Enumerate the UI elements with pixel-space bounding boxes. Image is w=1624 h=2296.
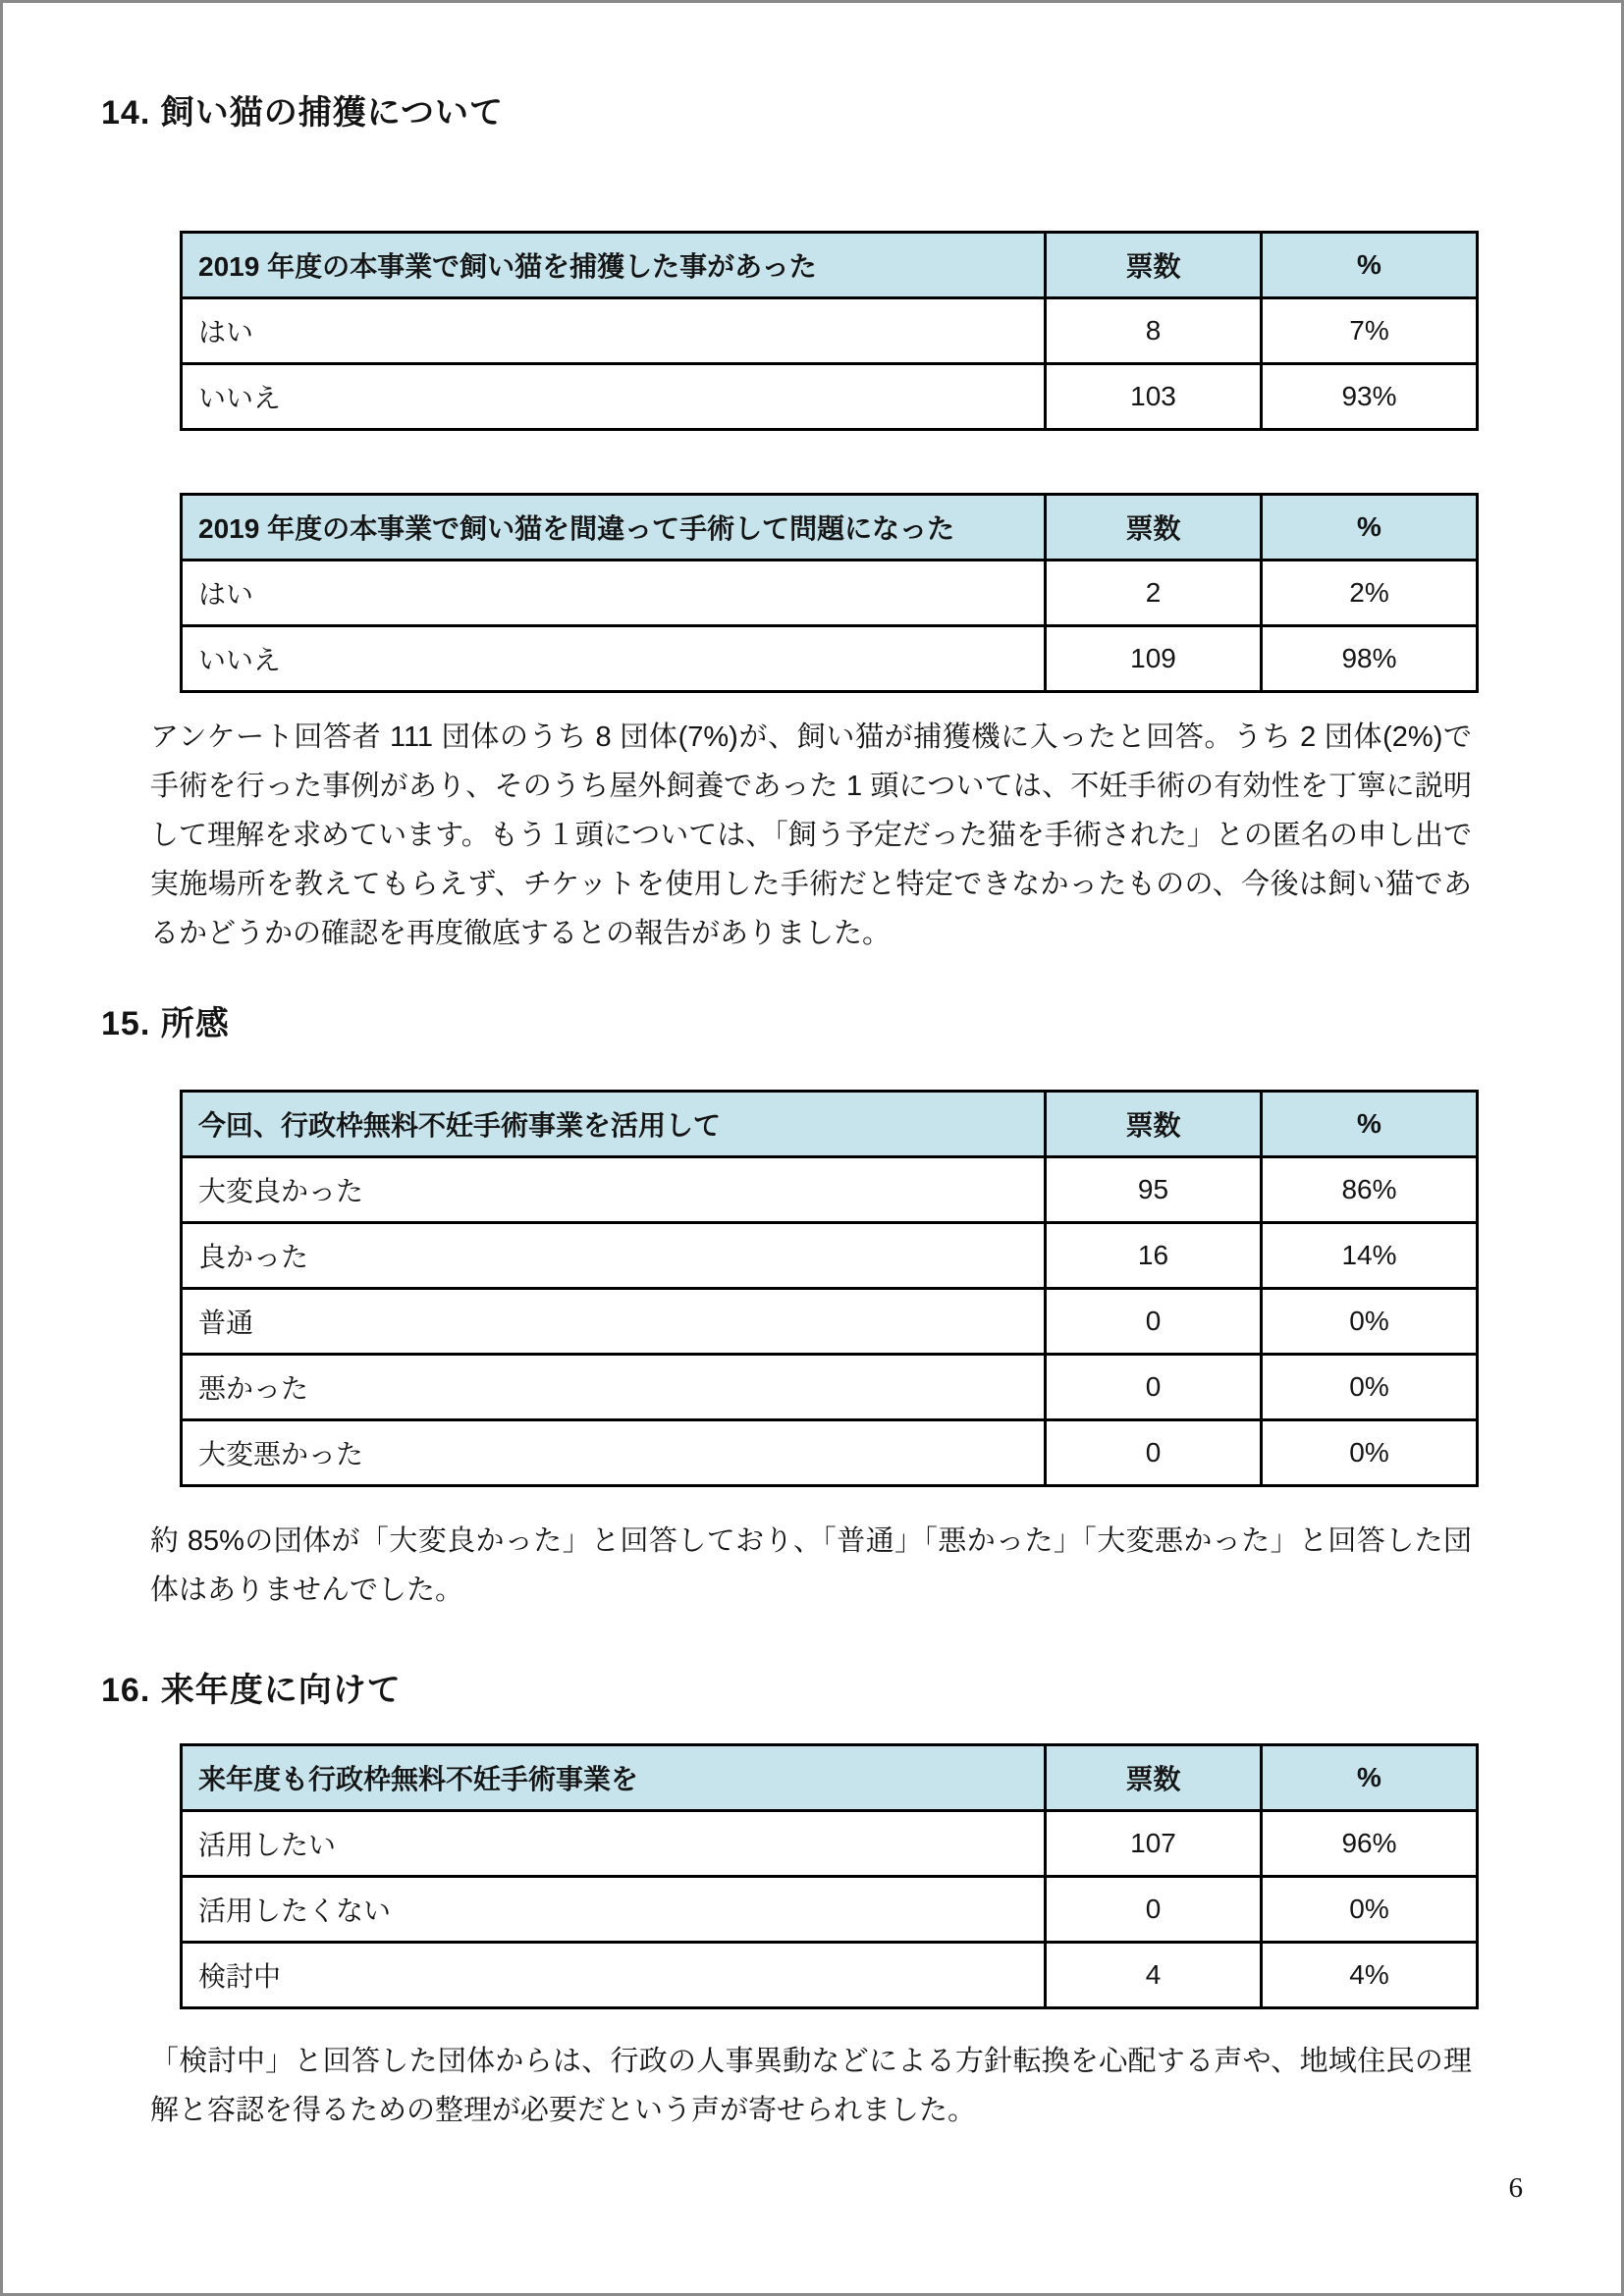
percent-cell: 0% <box>1262 1355 1478 1420</box>
answer-label-cell: 検討中 <box>182 1943 1046 2008</box>
column-header-votes: 票数 <box>1046 233 1262 298</box>
column-header-votes: 票数 <box>1046 495 1262 561</box>
percent-cell: 0% <box>1262 1877 1478 1943</box>
table-row <box>182 1355 1478 1420</box>
answer-label-cell: 普通 <box>182 1289 1046 1355</box>
answer-label-cell: 大変良かった <box>182 1157 1046 1223</box>
percent-cell: 14% <box>1262 1223 1478 1289</box>
table-row <box>182 1420 1478 1486</box>
votes-cell: 0 <box>1046 1355 1262 1420</box>
answer-label-cell: 大変悪かった <box>182 1420 1046 1486</box>
page-number: 6 <box>1508 2172 1523 2204</box>
answer-label-cell: いいえ <box>182 364 1046 430</box>
table-row <box>182 1877 1478 1943</box>
votes-cell: 109 <box>1046 626 1262 692</box>
votes-cell: 4 <box>1046 1943 1262 2008</box>
votes-cell: 0 <box>1046 1289 1262 1355</box>
column-header-votes: 票数 <box>1046 1092 1262 1157</box>
percent-cell: 93% <box>1262 364 1478 430</box>
column-header-votes: 票数 <box>1046 1745 1262 1811</box>
answer-label-cell: いいえ <box>182 626 1046 692</box>
section-15-paragraph: 約 85%の団体が「大変良かった」と回答しており、「普通」「悪かった」「大変悪かった」と回答した団体はありませんでした。 <box>150 1525 1472 1606</box>
answer-label-cell: 活用したい <box>182 1811 1046 1877</box>
table-row <box>182 1223 1478 1289</box>
column-header-percent: % <box>1262 1745 1478 1811</box>
table-row <box>182 1157 1478 1223</box>
column-header-question: 2019 年度の本事業で飼い猫を間違って手術して問題になった <box>182 495 1046 561</box>
votes-cell: 107 <box>1046 1811 1262 1877</box>
table-row <box>182 364 1478 430</box>
votes-cell: 16 <box>1046 1223 1262 1289</box>
column-header-percent: % <box>1262 495 1478 561</box>
votes-cell: 2 <box>1046 561 1262 626</box>
section-16-heading: 16. 来年度に向けて <box>101 1672 402 1709</box>
table-row <box>182 626 1478 692</box>
votes-cell: 103 <box>1046 364 1262 430</box>
table-row <box>182 1811 1478 1877</box>
table-row <box>182 1289 1478 1355</box>
section-15-heading: 15. 所感 <box>101 1005 230 1042</box>
percent-cell: 7% <box>1262 298 1478 364</box>
table-row <box>182 1943 1478 2008</box>
table-pet-cat-captured <box>180 231 1479 431</box>
table-row <box>182 298 1478 364</box>
answer-label-cell: 良かった <box>182 1223 1046 1289</box>
table-program-satisfaction <box>180 1090 1479 1487</box>
table-header-row <box>182 1745 1478 1811</box>
column-header-question: 2019 年度の本事業で飼い猫を捕獲した事があった <box>182 233 1046 298</box>
percent-cell: 0% <box>1262 1420 1478 1486</box>
page-content <box>3 91 1621 2135</box>
percent-cell: 98% <box>1262 626 1478 692</box>
answer-label-cell: はい <box>182 561 1046 626</box>
table-header-row <box>182 233 1478 298</box>
section-14-heading: 14. 飼い猫の捕獲について <box>101 94 505 132</box>
percent-cell: 96% <box>1262 1811 1478 1877</box>
answer-label-cell: 悪かった <box>182 1355 1046 1420</box>
percent-cell: 0% <box>1262 1289 1478 1355</box>
column-header-percent: % <box>1262 1092 1478 1157</box>
percent-cell: 86% <box>1262 1157 1478 1223</box>
section-14-paragraph: アンケート回答者 111 団体のうち 8 団体(7%)が、飼い猫が捕獲機に入ったと回答。うち 2 団体(2%)で手術を行った事例があり、そのうち屋外飼養であった 1 頭については、不妊手術の有効性を丁寧に説明して理解を求めています。もう１頭については、「飼う予定だった猫を手術された」との匿名の申し出で実施場所を教えてもらえず、チケットを使用した手術だと特定できなかったものの、今後は飼い猫であるかどうかの確認を再度徹底するとの報告がありました。 <box>150 721 1472 949</box>
percent-cell: 4% <box>1262 1943 1478 2008</box>
percent-cell: 2% <box>1262 561 1478 626</box>
answer-label-cell: 活用したくない <box>182 1877 1046 1943</box>
answer-label-cell: はい <box>182 298 1046 364</box>
votes-cell: 0 <box>1046 1877 1262 1943</box>
table-pet-cat-mistaken-surgery <box>180 493 1479 693</box>
column-header-percent: % <box>1262 233 1478 298</box>
votes-cell: 0 <box>1046 1420 1262 1486</box>
table-next-year-intention <box>180 1743 1479 2009</box>
column-header-question: 来年度も行政枠無料不妊手術事業を <box>182 1745 1046 1811</box>
votes-cell: 8 <box>1046 298 1262 364</box>
table-row <box>182 561 1478 626</box>
votes-cell: 95 <box>1046 1157 1262 1223</box>
table-header-row <box>182 1092 1478 1157</box>
section-16-paragraph: 「検討中」と回答した団体からは、行政の人事異動などによる方針転換を心配する声や、地域住民の理解と容認を得るための整理が必要だという声が寄せられました。 <box>150 2046 1472 2126</box>
column-header-question: 今回、行政枠無料不妊手術事業を活用して <box>182 1092 1046 1157</box>
table-header-row <box>182 495 1478 561</box>
